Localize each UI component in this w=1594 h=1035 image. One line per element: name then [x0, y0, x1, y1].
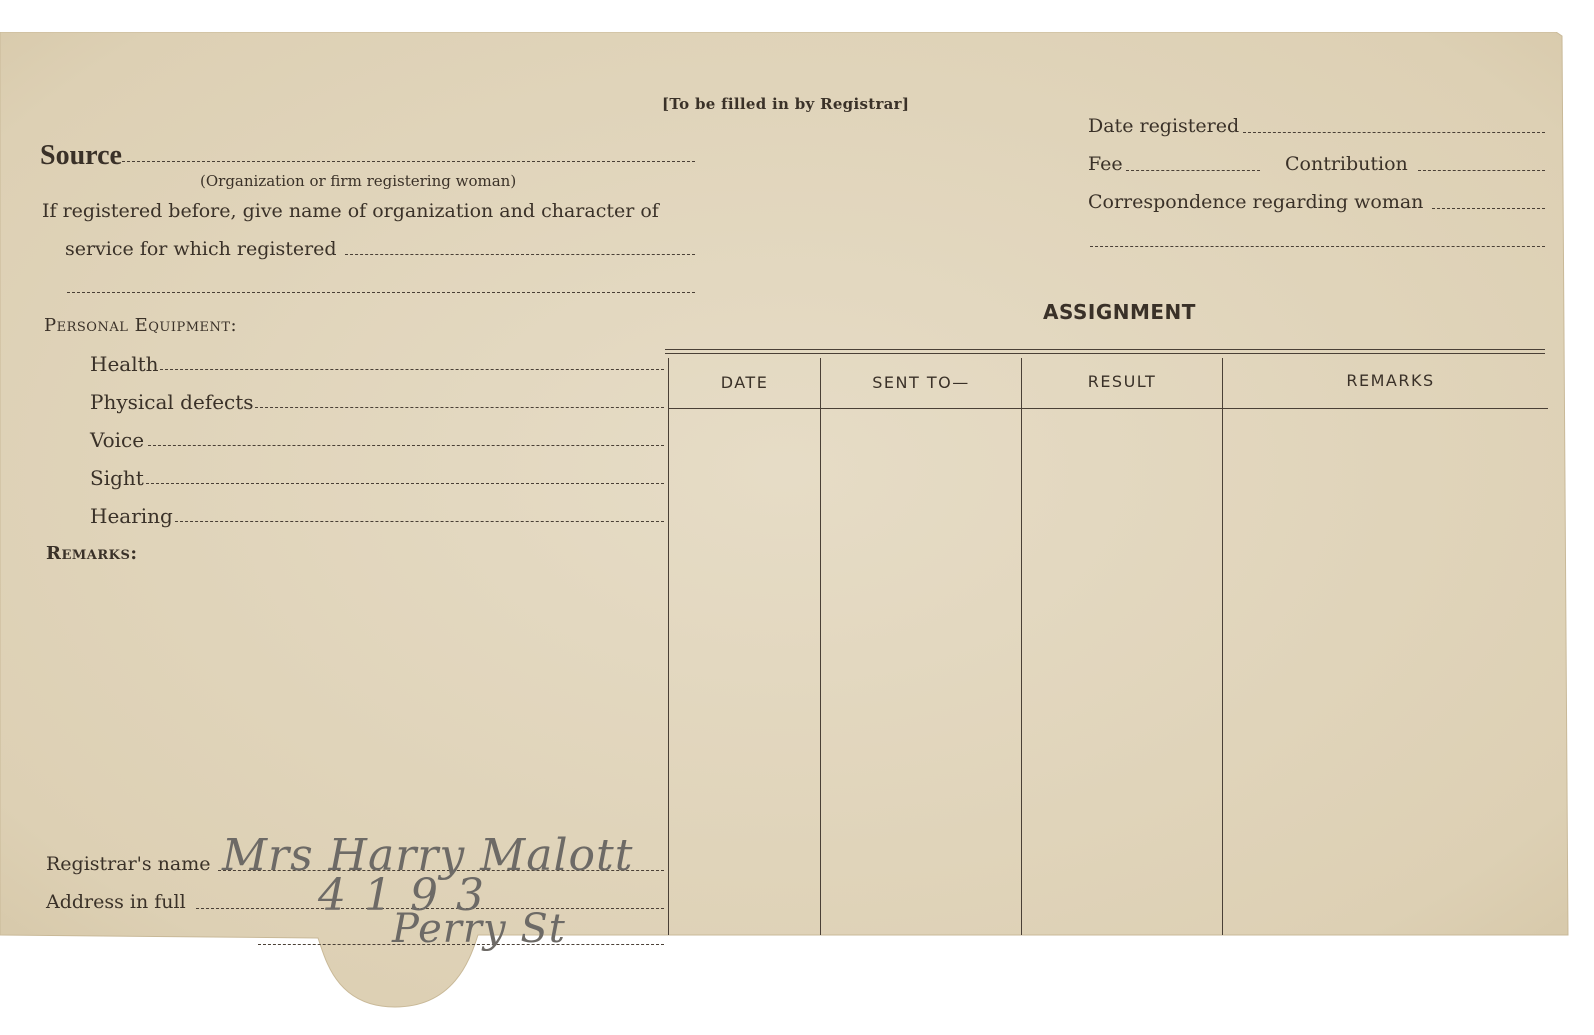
- date-registered-field[interactable]: [1243, 132, 1545, 133]
- sight-label: Sight: [90, 466, 144, 490]
- table-col-line: [668, 358, 669, 935]
- fee-label: Fee: [1088, 153, 1123, 175]
- registrar-name-handwriting: Mrs Harry Malott: [222, 830, 634, 881]
- sight-field[interactable]: [146, 483, 664, 484]
- date-registered-label: Date registered: [1088, 115, 1240, 137]
- voice-field[interactable]: [148, 445, 664, 446]
- fee-field[interactable]: [1126, 170, 1260, 171]
- column-sent-to: SENT TO—: [872, 373, 970, 392]
- table-col-line: [820, 358, 821, 935]
- column-result: RESULT: [1087, 372, 1157, 391]
- table-col-line: [1021, 358, 1022, 935]
- address-line1-handwriting: 4193: [318, 870, 502, 921]
- hearing-label: Hearing: [90, 504, 173, 528]
- address-line2-handwriting: Perry St: [392, 906, 566, 952]
- column-remarks: REMARKS: [1346, 371, 1435, 390]
- contribution-label: Contribution: [1285, 153, 1408, 175]
- remarks-label: Remarks:: [46, 543, 138, 564]
- address-label: Address in full: [46, 891, 186, 913]
- physical-defects-label: Physical defects: [90, 390, 254, 414]
- table-top-rule-2: [665, 353, 1545, 354]
- correspondence-field-2[interactable]: [1090, 246, 1545, 247]
- registered-before-line2: service for which registered: [65, 238, 337, 260]
- source-label: Source: [40, 140, 122, 171]
- voice-label: Voice: [90, 428, 145, 452]
- registrar-name-label: Registrar's name: [46, 853, 211, 875]
- health-field[interactable]: [160, 369, 664, 370]
- registration-card: [0, 32, 1594, 1035]
- personal-equipment-heading: Personal Equipment:: [44, 315, 238, 336]
- correspondence-field[interactable]: [1432, 208, 1545, 209]
- physical-defects-field[interactable]: [255, 407, 664, 408]
- table-top-rule: [665, 349, 1545, 350]
- source-field[interactable]: [122, 161, 695, 162]
- health-label: Health: [90, 352, 159, 376]
- table-header-rule: [668, 408, 1548, 409]
- correspondence-label: Correspondence regarding woman: [1088, 191, 1424, 213]
- column-date: DATE: [720, 373, 769, 392]
- registrar-note: [To be filled in by Registrar]: [662, 95, 910, 113]
- hearing-field[interactable]: [175, 521, 664, 522]
- registered-before-field[interactable]: [345, 254, 695, 255]
- source-sublabel: (Organization or firm registering woman): [200, 172, 517, 190]
- registered-before-field-2[interactable]: [67, 292, 695, 293]
- contribution-field[interactable]: [1418, 170, 1545, 171]
- registered-before-line1: If registered before, give name of organization and character of: [42, 200, 659, 222]
- assignment-title: ASSIGNMENT: [1043, 300, 1196, 324]
- table-col-line: [1222, 358, 1223, 935]
